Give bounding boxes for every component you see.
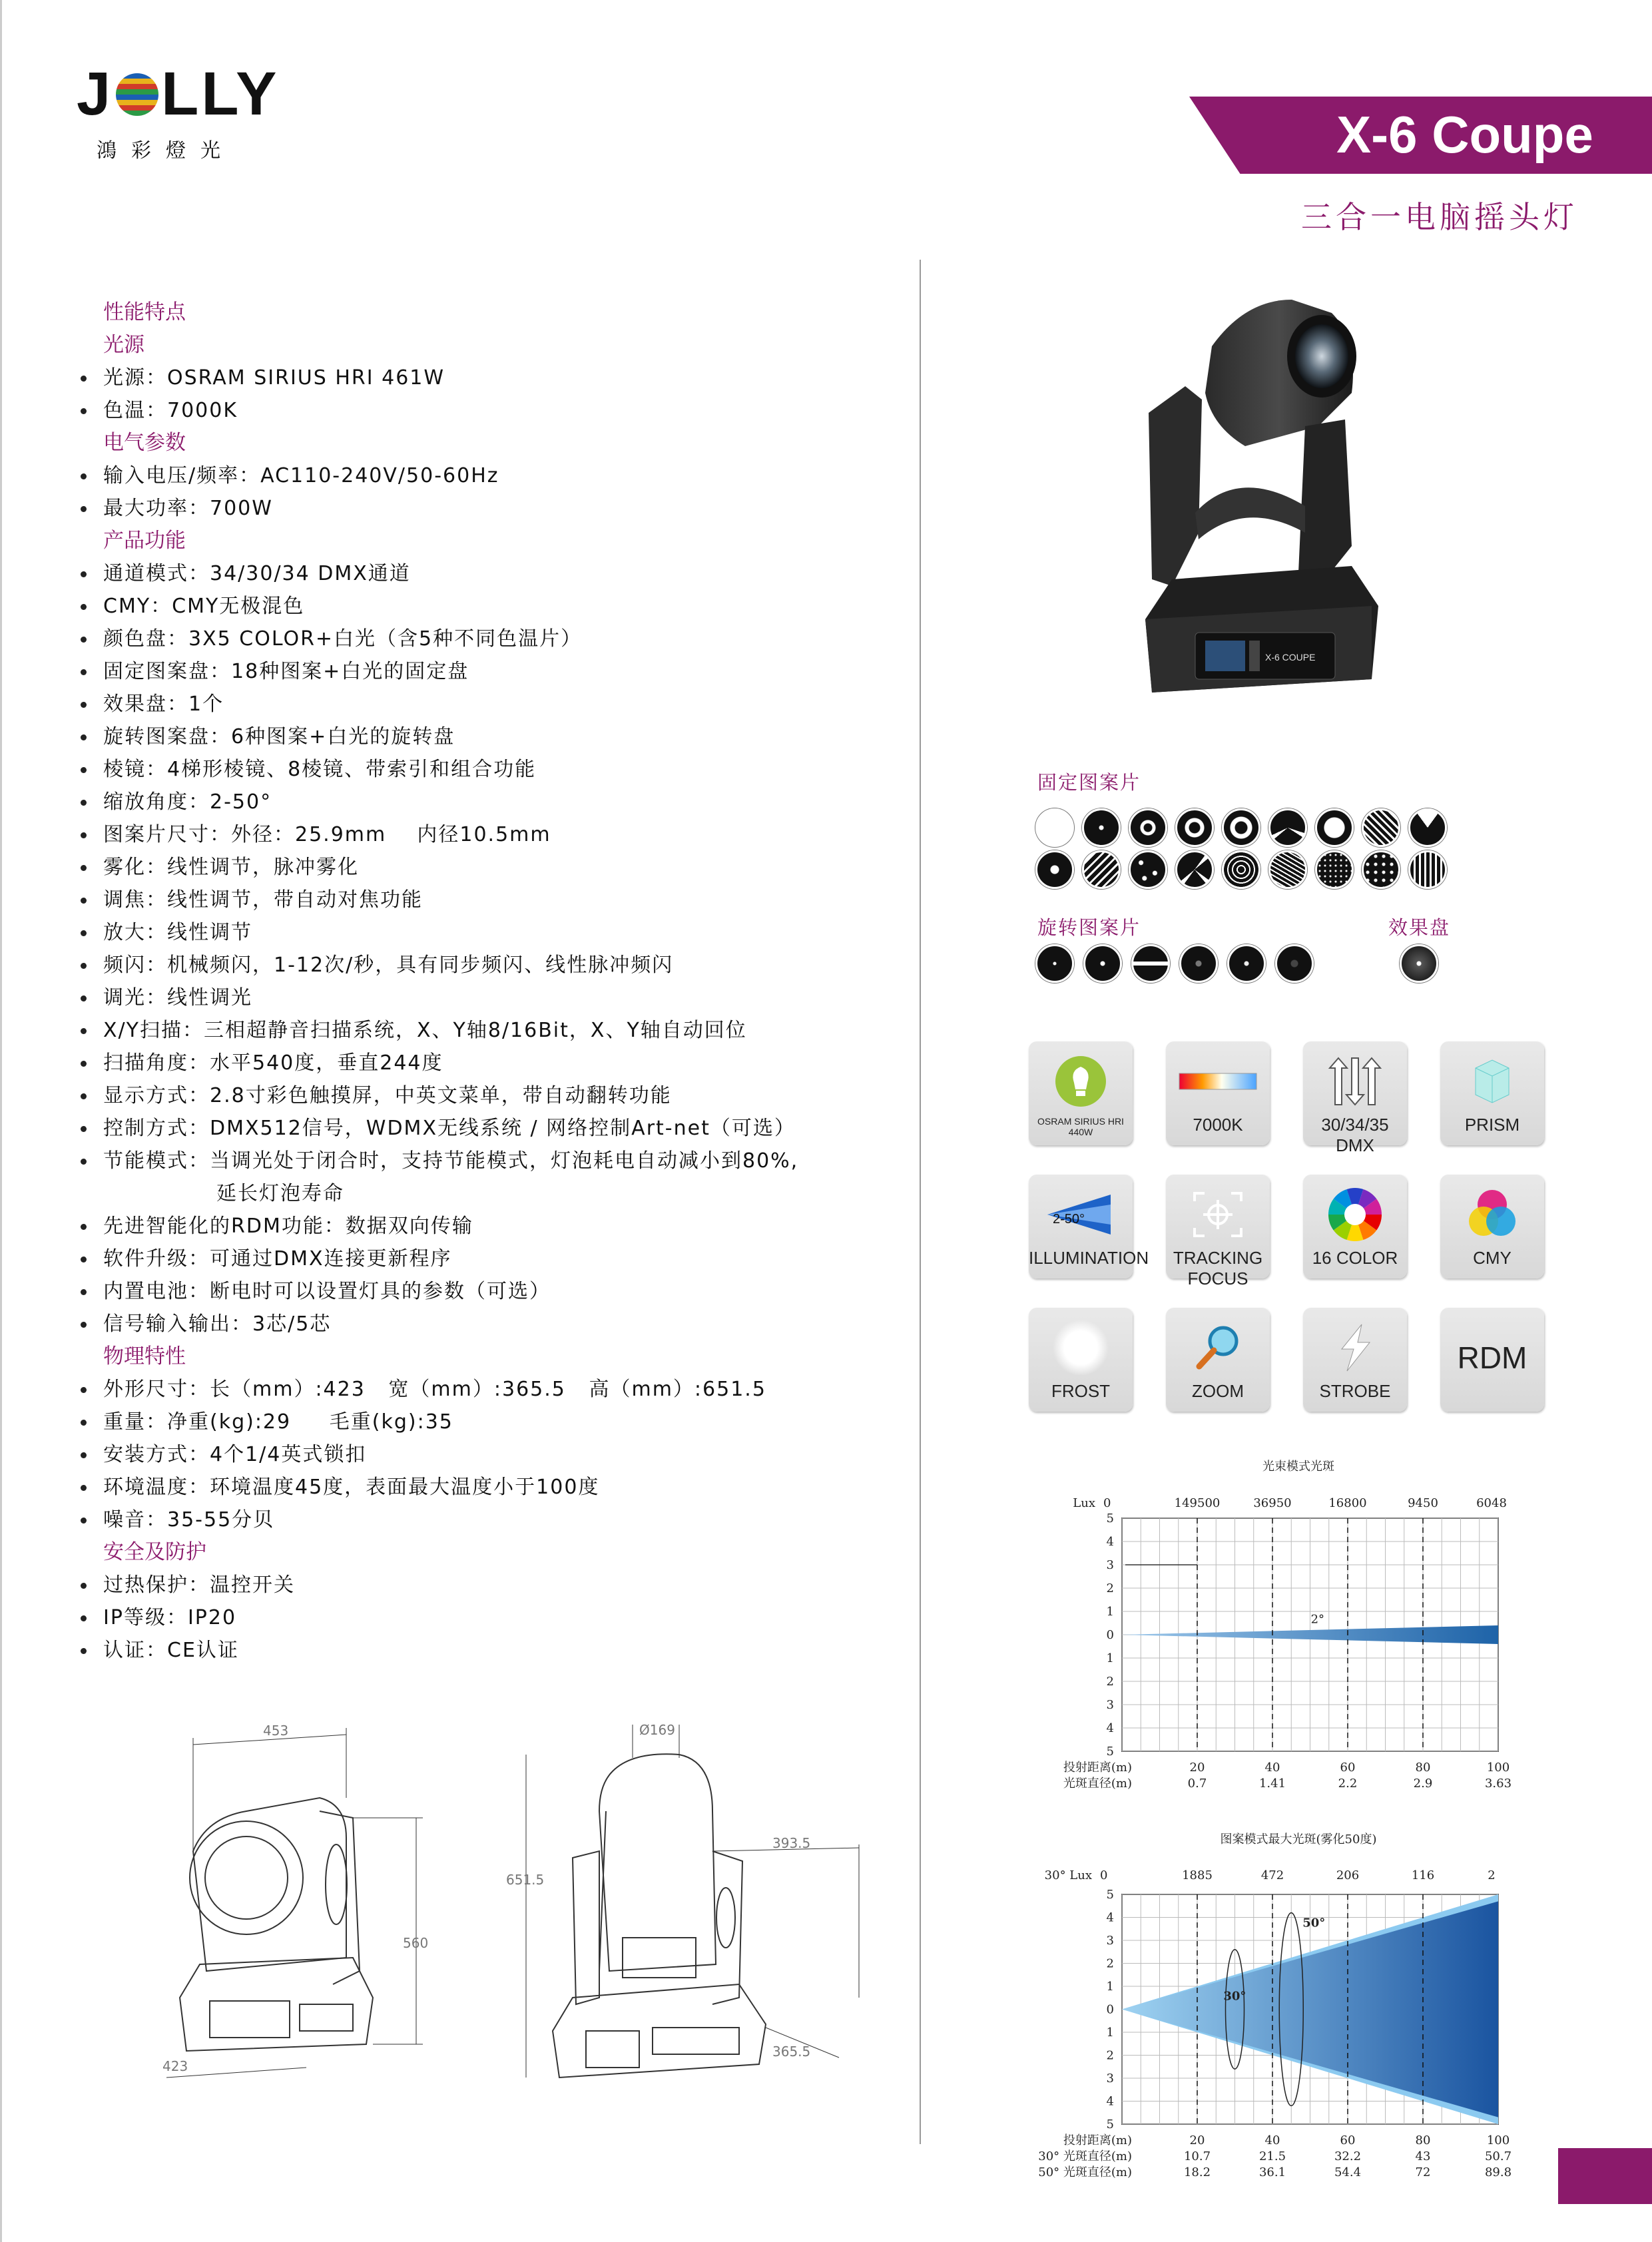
feature-label: CMY xyxy=(1473,1248,1512,1268)
axis-row-value: 60 xyxy=(1340,2133,1356,2147)
spec-section-heading: 物理特性 xyxy=(103,1344,186,1368)
y-tick-label: 5 xyxy=(1106,2117,1114,2131)
logo-wordmark: J LLY xyxy=(77,60,280,128)
feature-label: STROBE xyxy=(1319,1381,1391,1401)
spec-item: 输入电压/频率：AC110-240V/50-60Hz xyxy=(77,459,896,492)
axis-row-value: 54.4 xyxy=(1334,2165,1362,2179)
gobo-pattern-icon xyxy=(1129,808,1167,847)
lux-value: 206 xyxy=(1336,1868,1360,1882)
spec-item: 重量：净重(kg):29 毛重(kg):35 xyxy=(77,1406,896,1438)
axis-row-value: 10.7 xyxy=(1183,2149,1211,2163)
lux-value: 2 xyxy=(1488,1868,1496,1882)
feature-tile-frost xyxy=(1029,1308,1133,1412)
spec-item: 显示方式：2.8寸彩色触摸屏，中英文菜单，带自动翻转功能 xyxy=(77,1079,896,1112)
gobo-pattern-icon xyxy=(1131,944,1170,983)
color-temperature-icon xyxy=(1166,1049,1270,1113)
y-tick-label: 2 xyxy=(1106,2048,1114,2063)
rotating-gobo-label: 旋转图案片 xyxy=(1037,916,1141,939)
feature-label: 7000K xyxy=(1193,1115,1243,1135)
lux-value: 116 xyxy=(1411,1868,1435,1882)
axis-row-value: 89.8 xyxy=(1484,2165,1512,2179)
feature-tile-prism xyxy=(1440,1041,1544,1145)
rotating-gobo-row xyxy=(1035,944,1328,984)
logo-chinese: 鴻彩燈光 xyxy=(97,139,235,162)
beam-angle-label: 2° xyxy=(1310,1612,1325,1627)
product-model: X-6 Coupe xyxy=(1336,105,1593,164)
lux-value: 0 xyxy=(1100,1868,1108,1882)
feature-label: TRACKING FOCUS xyxy=(1173,1248,1263,1288)
zoom-icon xyxy=(1166,1316,1270,1379)
axis-row-label: 50° 光斑直径(m) xyxy=(1038,2165,1132,2179)
feature-label: ZOOM xyxy=(1192,1381,1244,1401)
axis-row-label: 投射距离(m) xyxy=(1063,2133,1132,2147)
feature-tile-osram-sirius-hri-440w xyxy=(1029,1041,1133,1145)
bulb-icon xyxy=(1029,1049,1133,1113)
axis-row-label: 30° 光斑直径(m) xyxy=(1038,2149,1132,2163)
beam-mode-chart xyxy=(1065,1458,1531,1805)
axis-row-value: 1.41 xyxy=(1258,1777,1286,1791)
y-tick-label: 3 xyxy=(1106,1934,1114,1948)
feature-tile-30-34-35-dmx xyxy=(1303,1041,1407,1155)
gobo-pattern-icon xyxy=(1179,944,1218,983)
spec-item: 扫描角度：水平540度，垂直244度 xyxy=(77,1047,896,1079)
gobo-pattern-icon xyxy=(1408,808,1447,847)
y-tick-label: 1 xyxy=(1106,1980,1114,1994)
product-subtitle: 三合一电脑摇头灯 xyxy=(1301,199,1578,235)
axis-row-value: 36.1 xyxy=(1258,2165,1286,2179)
gobo-pattern-icon xyxy=(1227,944,1266,983)
prism-icon xyxy=(1440,1049,1544,1113)
gobo-pattern-icon xyxy=(1222,850,1260,889)
feature-label: 16 COLOR xyxy=(1312,1248,1398,1268)
feature-tile-7000k xyxy=(1166,1041,1270,1145)
y-tick-label: 1 xyxy=(1106,1651,1114,1665)
axis-row-value: 0.7 xyxy=(1187,1777,1207,1791)
spec-section-heading: 性能特点 xyxy=(103,300,186,324)
spec-item: 旋转图案盘：6种图案+白光的旋转盘 xyxy=(77,720,896,753)
gobo-pattern-icon xyxy=(1035,850,1074,889)
y-tick-label: 4 xyxy=(1106,1910,1114,1925)
feature-tile-strobe xyxy=(1303,1308,1407,1412)
fixed-gobo-row-1 xyxy=(1035,808,1475,848)
y-tick-label: 4 xyxy=(1106,1721,1114,1735)
feature-tile-illumination xyxy=(1029,1175,1149,1278)
axis-row-value: 3.63 xyxy=(1484,1777,1512,1791)
fixed-gobo-label: 固定图案片 xyxy=(1037,771,1141,794)
feature-tile-16-color xyxy=(1303,1175,1407,1278)
feature-tile-rdm xyxy=(1440,1308,1544,1412)
column-divider xyxy=(920,260,921,2144)
gobo-pattern-icon xyxy=(1082,808,1121,847)
beam-angle-label: 30° xyxy=(1223,1989,1246,2004)
axis-row-value: 20 xyxy=(1189,1761,1205,1775)
dim-side-right: 393.5 xyxy=(772,1835,811,1851)
product-photo xyxy=(1132,293,1398,719)
lux-axis-label: 30° Lux xyxy=(1044,1868,1092,1882)
spec-item: 效果盘：1个 xyxy=(77,688,896,720)
gobo-pattern-icon xyxy=(1362,808,1400,847)
feature-label: RDM xyxy=(1457,1340,1527,1375)
axis-row-value: 72 xyxy=(1415,2165,1431,2179)
axis-row-value: 2.9 xyxy=(1413,1777,1433,1791)
spec-item: 色温：7000K xyxy=(77,394,896,427)
axis-row-value: 20 xyxy=(1189,2133,1205,2147)
feature-grid xyxy=(1029,1041,1548,1414)
spec-item: 环境温度：环境温度45度，表面最大温度小于100度 xyxy=(77,1471,896,1504)
dim-front-depth: 423 xyxy=(162,2058,188,2074)
gobo-pattern-icon xyxy=(1175,808,1214,847)
gobo-pattern-icon xyxy=(1035,944,1074,983)
y-tick-label: 2 xyxy=(1106,1675,1114,1689)
frost-icon xyxy=(1029,1316,1133,1379)
axis-row-label: 光斑直径(m) xyxy=(1063,1777,1132,1791)
spec-section-heading: 电气参数 xyxy=(103,431,186,455)
gobo-pattern-icon xyxy=(1268,850,1307,889)
dim-front-width: 453 xyxy=(263,1723,289,1739)
axis-row-value: 50.7 xyxy=(1484,2149,1512,2163)
device-screen-label: X-6 COUPE xyxy=(1265,652,1316,663)
spec-item: 延长灯泡寿命 xyxy=(216,1182,344,1205)
fixed-gobo-row-2 xyxy=(1035,850,1475,890)
spec-item: 光源：OSRAM SIRIUS HRI 461W xyxy=(77,362,896,394)
spec-item: 图案片尺寸：外径：25.9mm 内径10.5mm xyxy=(77,818,896,851)
feature-label: FROST xyxy=(1051,1381,1111,1401)
spec-item: 棱镜：4梯形棱镜、8棱镜、带索引和组合功能 xyxy=(77,753,896,786)
spec-item: 认证：CE认证 xyxy=(77,1634,896,1667)
spec-item: 颜色盘：3X5 COLOR+白光（含5种不同色温片） xyxy=(77,623,896,655)
spec-item: 频闪：机械频闪，1-12次/秒，具有同步频闪、线性脉冲频闪 xyxy=(77,949,896,981)
spec-item: 调焦：线性调节，带自动对焦功能 xyxy=(77,884,896,916)
spec-item: IP等级：IP20 xyxy=(77,1601,896,1634)
spec-item: 安装方式：4个1/4英式锁扣 xyxy=(77,1438,896,1471)
y-tick-label: 4 xyxy=(1106,2094,1114,2109)
cmy-icon xyxy=(1440,1183,1544,1246)
axis-row-value: 40 xyxy=(1264,2133,1280,2147)
y-tick-label: 5 xyxy=(1106,1745,1114,1759)
strobe-icon xyxy=(1303,1316,1407,1379)
spec-item: 软件升级：可通过DMX连接更新程序 xyxy=(77,1243,896,1275)
spec-item: 外形尺寸：长（mm）:423 宽（mm）:365.5 高（mm）:651.5 xyxy=(77,1373,896,1406)
axis-row-value: 2.2 xyxy=(1338,1777,1358,1791)
gobo-pattern-icon xyxy=(1175,850,1214,889)
logo-sun-icon xyxy=(116,73,158,116)
axis-row-value: 21.5 xyxy=(1258,2149,1286,2163)
dim-side-height: 651.5 xyxy=(506,1872,545,1888)
axis-row-value: 60 xyxy=(1340,1761,1356,1775)
dim-front-height: 560 xyxy=(403,1935,429,1951)
page-edge xyxy=(0,0,2,2242)
spec-item: 内置电池：断电时可以设置灯具的参数（可选） xyxy=(77,1275,896,1308)
spec-item: 先进智能化的RDM功能：数据双向传输 xyxy=(77,1210,896,1243)
feature-tile-tracking-focus xyxy=(1166,1175,1270,1288)
gobo-pattern-icon xyxy=(1083,944,1122,983)
beam-angle-label: 50° xyxy=(1302,1916,1326,1930)
feature-label: ILLUMINATION xyxy=(1029,1248,1149,1268)
spec-section-heading: 产品功能 xyxy=(103,529,186,553)
gobo-pattern-icon xyxy=(1222,808,1260,847)
y-tick-label: 0 xyxy=(1106,2002,1114,2017)
chart-title: 图案模式最大光斑(雾化50度) xyxy=(1220,1832,1377,1846)
side-dimension-drawing xyxy=(499,1718,912,2091)
focus-icon xyxy=(1166,1183,1270,1246)
effect-wheel-label: 效果盘 xyxy=(1388,916,1451,939)
dmx-arrows-icon xyxy=(1303,1049,1407,1113)
lux-value: 149500 xyxy=(1174,1496,1221,1510)
spec-item: 控制方式：DMX512信号，WDMX无线系统 / 网络控制Art-net（可选） xyxy=(77,1112,896,1145)
lux-value: 0 xyxy=(1103,1496,1111,1510)
gobo-pattern-icon xyxy=(1408,850,1447,889)
axis-row-value: 40 xyxy=(1264,1761,1280,1775)
axis-row-value: 18.2 xyxy=(1183,2165,1211,2179)
gobo-pattern-icon xyxy=(1315,850,1354,889)
spec-section-heading: 光源 xyxy=(103,333,144,357)
axis-row-value: 80 xyxy=(1415,1761,1431,1775)
lux-value: 472 xyxy=(1260,1868,1284,1882)
y-tick-label: 4 xyxy=(1106,1535,1114,1549)
lux-value: 16800 xyxy=(1328,1496,1367,1510)
y-tick-label: 5 xyxy=(1106,1888,1114,1902)
spec-item: 信号输入输出：3芯/5芯 xyxy=(77,1308,896,1340)
y-tick-label: 3 xyxy=(1106,1558,1114,1572)
axis-row-value: 80 xyxy=(1415,2133,1431,2147)
y-tick-label: 2 xyxy=(1106,1581,1114,1595)
lux-axis-label: Lux xyxy=(1073,1496,1095,1510)
y-tick-label: 5 xyxy=(1106,1512,1114,1526)
gobo-pattern-icon xyxy=(1082,850,1121,889)
spec-item: 放大：线性调节 xyxy=(77,916,896,949)
feature-label: PRISM xyxy=(1464,1115,1520,1135)
feature-label: OSRAM SIRIUS HRI 440W xyxy=(1037,1116,1124,1137)
color-wheel-icon xyxy=(1303,1183,1407,1246)
feature-label: 30/34/35 DMX xyxy=(1321,1115,1389,1155)
y-tick-label: 1 xyxy=(1106,1605,1114,1619)
feature-tile-cmy xyxy=(1440,1175,1544,1278)
axis-row-value: 32.2 xyxy=(1334,2149,1362,2163)
gobo-mode-chart xyxy=(1038,1831,1531,2184)
gobo-pattern-icon xyxy=(1268,808,1307,847)
spec-item: 固定图案盘：18种图案+白光的固定盘 xyxy=(77,655,896,688)
feature-tile-zoom xyxy=(1166,1308,1270,1412)
y-tick-label: 2 xyxy=(1106,1956,1114,1971)
effect-wheel-gobo xyxy=(1400,944,1437,981)
spec-item: 最大功率：700W xyxy=(77,492,896,525)
spec-item: 雾化：线性调节，脉冲雾化 xyxy=(77,851,896,884)
gobo-pattern-icon xyxy=(1275,944,1314,983)
axis-row-value: 43 xyxy=(1415,2149,1431,2163)
axis-row-label: 投射距离(m) xyxy=(1063,1761,1132,1775)
gobo-pattern-icon xyxy=(1315,808,1354,847)
gobo-pattern-icon xyxy=(1129,850,1167,889)
spec-list xyxy=(77,296,896,1667)
spec-item: 过热保护：温控开关 xyxy=(77,1569,896,1601)
y-tick-label: 0 xyxy=(1106,1628,1114,1642)
lux-value: 36950 xyxy=(1253,1496,1292,1510)
spec-item: 调光：线性调光 xyxy=(77,981,896,1014)
y-tick-label: 3 xyxy=(1106,1698,1114,1712)
spec-item: 节能模式：当调光处于闭合时，支持节能模式，灯泡耗电自动减小到80%, xyxy=(77,1145,896,1177)
corner-accent xyxy=(1558,2148,1652,2204)
spec-item: 缩放角度：2-50° xyxy=(77,786,896,818)
axis-row-value: 100 xyxy=(1486,2133,1510,2147)
y-tick-label: 3 xyxy=(1106,2072,1114,2086)
gobo-pattern-icon xyxy=(1362,850,1400,889)
dim-side-depth: 365.5 xyxy=(772,2044,811,2060)
beam-angle-text: 2-50° xyxy=(1053,1212,1085,1227)
spec-item: 噪音：35-55分贝 xyxy=(77,1504,896,1536)
y-tick-label: 1 xyxy=(1106,2026,1114,2040)
dim-side-top: Ø169 xyxy=(639,1722,675,1738)
axis-row-value: 100 xyxy=(1486,1761,1510,1775)
gobo-pattern-icon xyxy=(1035,808,1074,847)
spec-item: X/Y扫描：三相超静音扫描系统，X、Y轴8/16Bit，X、Y轴自动回位 xyxy=(77,1014,896,1047)
spec-section-heading: 安全及防护 xyxy=(103,1540,206,1564)
chart-title: 光束模式光斑 xyxy=(1262,1460,1334,1474)
spec-item: 通道模式：34/30/34 DMX通道 xyxy=(77,557,896,590)
spec-item: CMY：CMY无极混色 xyxy=(77,590,896,623)
lux-value: 6048 xyxy=(1476,1496,1507,1510)
lux-value: 9450 xyxy=(1408,1496,1438,1510)
brand-logo xyxy=(77,60,280,163)
lux-value: 1885 xyxy=(1182,1868,1213,1882)
